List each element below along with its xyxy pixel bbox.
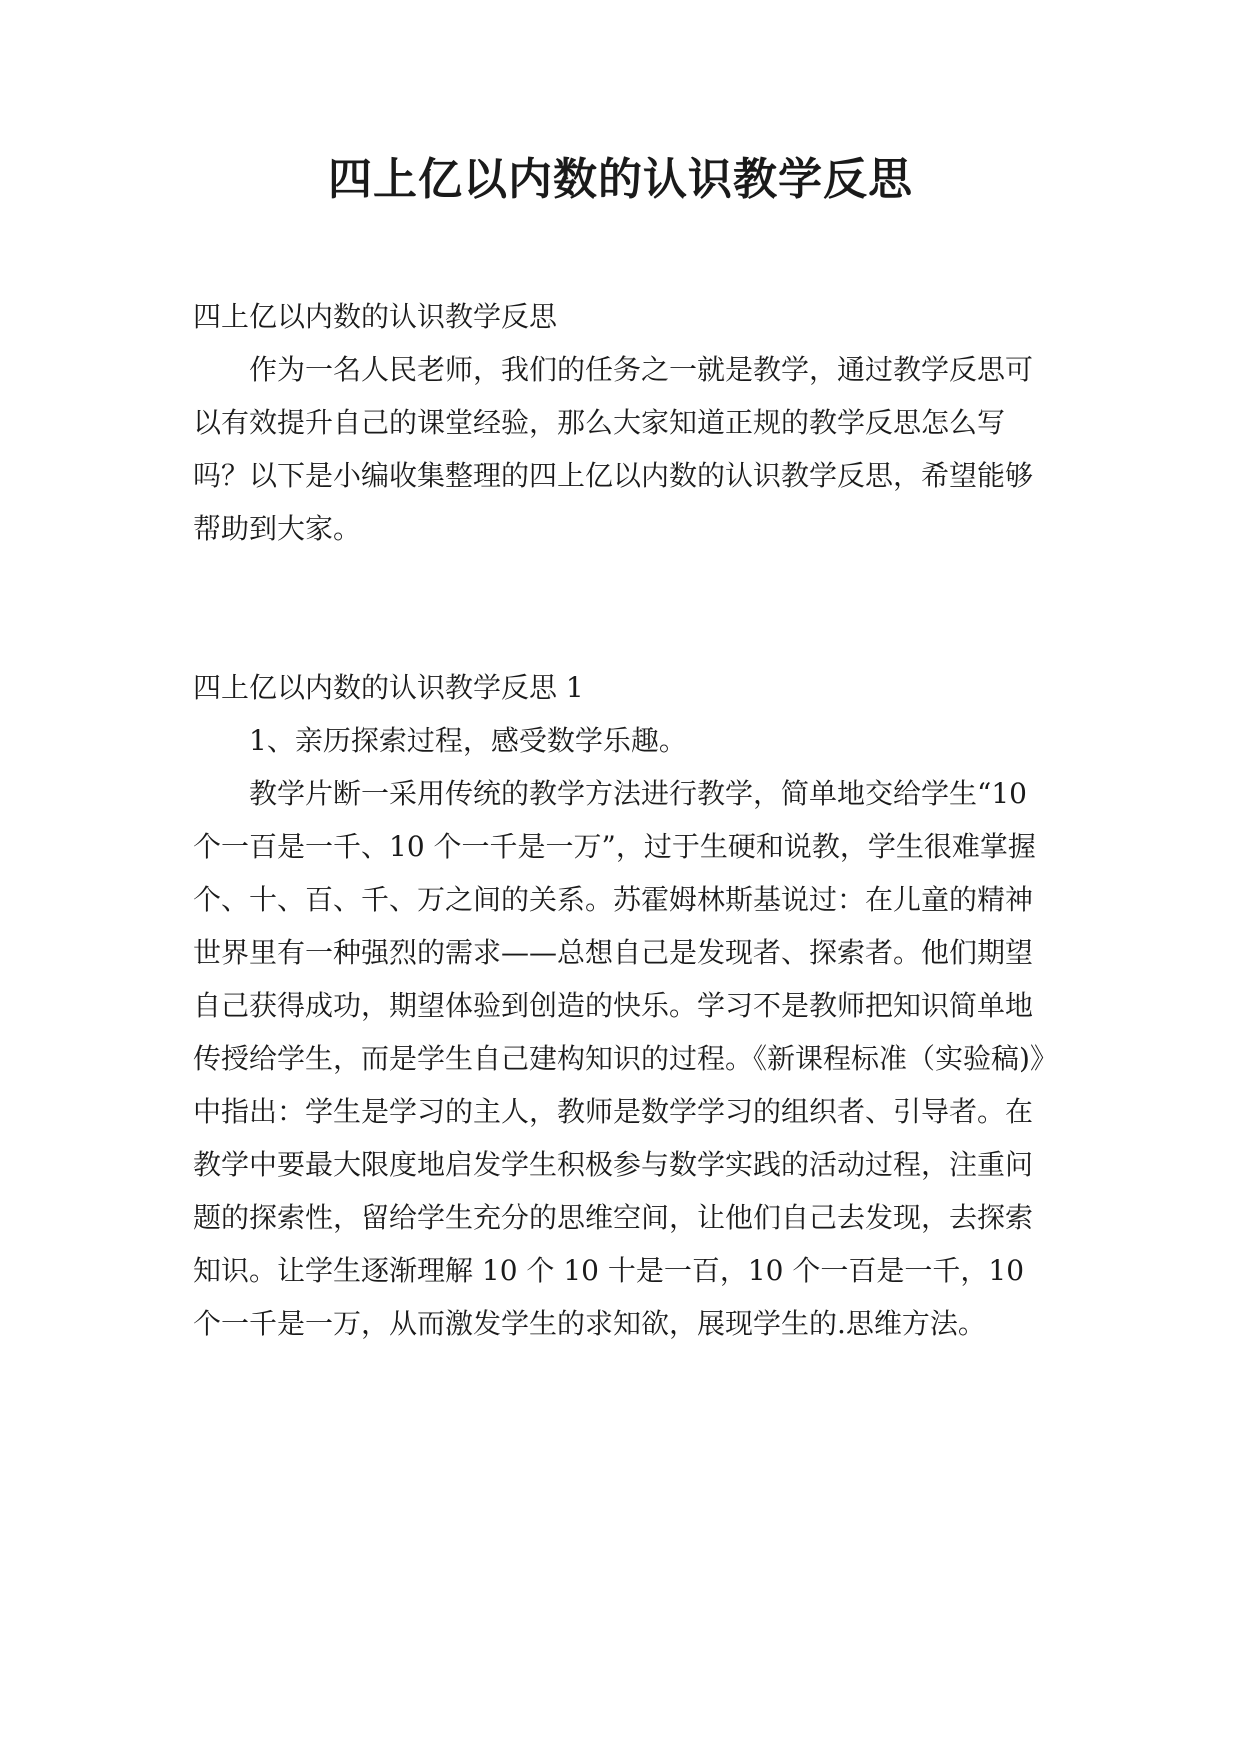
intro-paragraph: 作为一名人民老师，我们的任务之一就是教学，通过教学反思可以有效提升自己的课堂经验，那么大家知道正规的教学反思怎么写吗？以下是小编收集整理的四上亿以内数的认识教学反思，希望能够帮助到大家。: [193, 353, 1034, 545]
point-heading: 1、亲历探索过程，感受数学乐趣。: [249, 724, 687, 757]
document-body: [193, 290, 1053, 1350]
document-subtitle: 四上亿以内数的认识教学反思: [193, 300, 558, 333]
body-paragraph: 教学片断一采用传统的教学方法进行教学，简单地交给学生“10 个一百是一千、10 个一千是一万”，过于生硬和说教，学生很难掌握个、十、百、千、万之间的关系。苏霍姆林斯基说过：在儿童的精神世界里有一种强烈的需求——总想自己是发现者、探索者。他们期望自己获得成功，期望体验到创造的快乐。学习不是教师把知识简单地传授给学生，而是学生自己建构知识的过程。《新课程标准（实验稿)》中指出：学生是学习的主人，教师是数学学习的组织者、引导者。在教学中要最大限度地启发学生积极参与数学实践的活动过程，注重问题的探索性，留给学生充分的思维空间，让他们自己去发现，去探索知识。让学生逐渐理解 10 个 10 十是一百，10 个一百是一千，10 个一千是一万，从而激发学生的求知欲，展现学生的.思维方法。: [193, 777, 1044, 1340]
section-heading: 四上亿以内数的认识教学反思 1: [193, 671, 584, 704]
section-spacer: [193, 555, 1053, 661]
document-title: 四上亿以内数的认识教学反思: [328, 154, 913, 205]
